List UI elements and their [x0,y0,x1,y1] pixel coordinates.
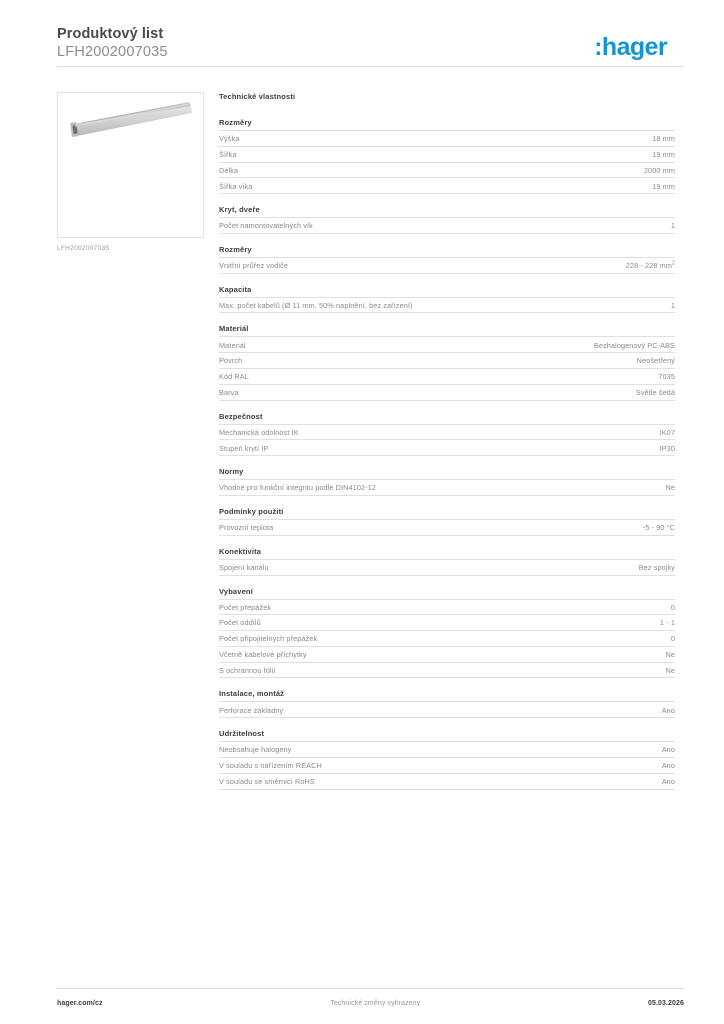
spec-row [219,519,675,536]
footer-date: 05.03.2026 [647,999,684,1007]
spec-row-value-text: Neošetřený [636,356,675,366]
spec-row-value-text: 19 mm [652,181,675,191]
spec-row-value [665,666,675,675]
spec-row-value-text: Ano [661,761,675,771]
spec-row-value [662,777,675,786]
product-reference: LFH2002007035 [57,44,168,60]
spec-row-value-text: 0 [670,602,675,612]
spec-row-value [665,483,675,492]
spec-row-label: Počet přepážek [219,602,272,612]
spec-row-value-text: 1 [670,221,675,231]
spec-row-value-text: Ne [665,650,675,660]
product-image-frame [57,92,204,238]
spec-row-value [665,650,675,659]
spec-row-value-text: 18 mm [652,134,675,144]
spec-row-value [662,706,675,715]
spec-section [219,324,675,400]
spec-row-value [671,301,675,310]
spec-row [219,352,675,368]
technical-properties-heading: Technické vlastnosti [219,92,296,101]
spec-row-label: V souladu se směrnicí RoHS [219,776,315,786]
spec-row-label: Provozní teplota [219,523,274,533]
spec-row-label: Kód RAL [219,372,249,382]
spec-section [219,412,675,457]
spec-row [219,599,675,615]
spec-row-value-text: 2000 mm [643,165,675,175]
spec-section-title: Bezpečnost [219,411,263,421]
spec-section-title: Rozměry [219,118,252,127]
spec-row-value-text: 0 [670,634,675,644]
spec-row [219,646,675,662]
spec-row-label: S ochrannou fólií [219,665,276,675]
spec-row-value [671,634,675,643]
spec-row-value-text: Bezhalogenový PC-ABS [593,340,675,350]
spec-row-value [652,134,675,143]
spec-row [219,297,675,314]
cable-trunking-icon [58,93,203,237]
spec-row-value [652,150,675,159]
spec-row-value [643,523,675,532]
technical-properties-column [219,92,675,801]
spec-row [219,217,675,234]
spec-row [219,162,675,178]
spec-row [219,773,675,790]
spec-row-value [644,166,675,175]
spec-row-value-text: 19 mm [652,149,675,159]
spec-row-value-text: Ano [661,705,675,715]
spec-section [219,689,675,718]
spec-row-value-text: Bez spojky [638,562,675,572]
spec-row-label: Počet připojitelných přepážek [219,634,318,644]
hager-logo: :hager [594,33,667,61]
spec-row-value [660,428,675,437]
spec-row-value [671,221,675,230]
spec-row-value-text: IP30 [659,443,675,453]
spec-row-value [637,356,675,365]
spec-row-value [636,388,675,397]
spec-row-value [662,761,675,770]
spec-row-label: Počet namontovatelných vík [219,221,313,231]
spec-row-value [671,603,675,612]
spec-row-label: Materiál [219,340,246,350]
spec-row [219,741,675,757]
spec-row [219,479,675,496]
spec-row-value [594,341,675,350]
spec-section [219,118,675,194]
spec-row-label: Povrch [219,356,243,366]
spec-row [219,701,675,718]
spec-section-title: Podmínky použití [219,506,284,516]
spec-row-value [626,261,675,270]
spec-section-title: Kryt, dveře [219,205,260,215]
spec-row-label: Vnitřní průřez vodiče [219,261,289,271]
spec-row-value-text: IK07 [659,427,675,437]
footer-disclaimer: Technické změny vyhrazeny [330,999,421,1007]
spec-section-title: Materiál [219,324,249,334]
spec-row-value-superscript: 2 [672,260,675,267]
spec-row [219,177,675,194]
spec-row-label: Barva [219,388,239,397]
spec-row-label: Mechanická odolnost IK [219,427,299,437]
spec-row-value [652,182,675,191]
page-title: Produktový list [57,26,164,42]
spec-row-value-text: -5 - 90 °C [642,523,675,533]
spec-row-label: Neobsahuje halogeny [219,745,292,755]
spec-row [219,559,675,576]
spec-sections [219,118,675,790]
spec-section-title: Rozměry [219,244,252,254]
footer-website[interactable]: hager.com/cz [57,999,103,1007]
spec-row-label: Perforace základny [219,705,284,715]
spec-row [219,439,675,456]
spec-row-label: V souladu s nařízením REACH [219,761,322,771]
product-image-column [57,92,204,252]
header-divider [57,66,684,67]
spec-row [219,336,675,352]
spec-row-label: Šířka [219,149,237,159]
spec-row-label: Stupeň krytí IP [219,443,269,453]
spec-row-value [660,618,675,627]
spec-row [219,368,675,384]
spec-section [219,507,675,536]
title-block [57,26,168,61]
spec-row [219,424,675,440]
spec-section [219,587,675,679]
spec-row-value [639,563,675,572]
spec-row-value-text: 1 - 1 [659,618,675,628]
spec-row-label: Max. počet kabelů (Ø 11 mm, 50% naplnění, bez zařízení) [219,300,413,310]
spec-row-value-text: Ne [665,483,675,493]
spec-row-value-text: 228 - 228 mm [625,261,672,271]
spec-row [219,757,675,773]
spec-row-label: Vhodné pro funkční integritu podle DIN4102-12 [219,483,377,493]
spec-row-value-text: Ne [665,665,675,675]
spec-row-label: Délka [219,165,239,175]
page-footer [57,996,684,1010]
spec-row [219,257,675,274]
spec-section-title: Vybavení [219,586,253,596]
spec-row [219,146,675,162]
spec-row-value-text: Světle šedá [635,388,675,397]
spec-row-value-text: 1 [670,300,675,310]
spec-row-value-text: Ano [661,776,675,786]
spec-row [219,630,675,646]
page-header [57,26,667,68]
product-image-caption: LFH2002007035 [57,245,110,252]
spec-row-value-text: Ano [661,745,675,755]
spec-row-label: Včetně kabelové příchytky [219,650,307,660]
spec-section-title: Instalace, montáž [219,689,285,699]
spec-row [219,662,675,679]
spec-section [219,729,675,789]
spec-section-title: Udržitelnost [219,729,265,739]
spec-row-label: Počet oddílů [219,618,261,628]
spec-row [219,614,675,630]
spec-section [219,205,675,234]
spec-section-title: Konektivita [219,546,262,556]
spec-row-value [662,745,675,754]
spec-section [219,285,675,314]
spec-section [219,245,675,274]
spec-row-label: Spojení kanálu [219,562,269,572]
spec-section [219,547,675,576]
spec-row-label: Výška [219,134,240,144]
spec-row [219,130,675,146]
spec-row-value [660,444,675,453]
spec-row-value [658,372,675,381]
spec-section-title: Kapacita [219,284,252,294]
spec-row-label: Šířka víka [219,181,253,191]
spec-section-title: Normy [219,467,244,477]
spec-row-value-text: 7035 [658,372,675,382]
spec-row [219,384,675,401]
spec-section [219,467,675,496]
footer-divider [57,988,684,989]
